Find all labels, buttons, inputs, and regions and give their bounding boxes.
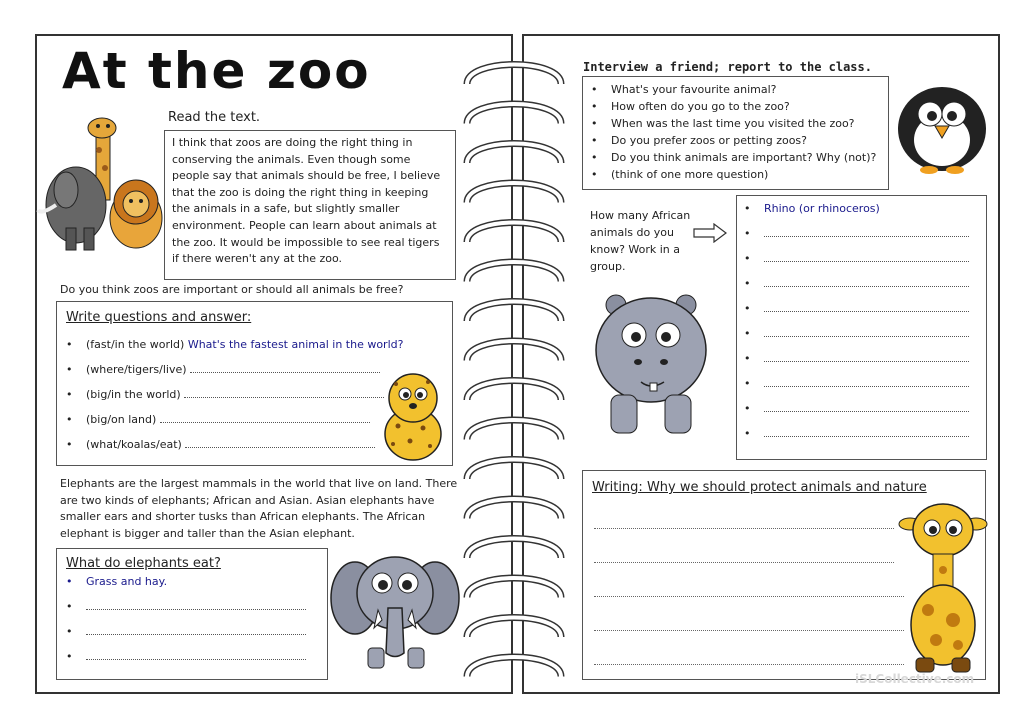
answer-line[interactable]	[764, 277, 969, 287]
writing-heading: Writing: Why we should protect animals and nature	[592, 480, 927, 495]
write-questions-heading: Write questions and answer:	[66, 310, 252, 325]
spiral-ring	[467, 460, 561, 480]
list-item	[738, 252, 978, 277]
spiral-ring	[467, 578, 561, 598]
list-item: • What's your favourite animal?	[585, 83, 885, 100]
elephant-illustration	[330, 548, 460, 673]
answer-line[interactable]	[764, 402, 969, 412]
list-item: • (big/on land)	[60, 413, 440, 438]
spiral-ring	[467, 144, 561, 164]
spiral-ring	[467, 499, 561, 519]
answer-line[interactable]	[86, 600, 306, 610]
example-answer: Grass and hay.	[86, 575, 168, 588]
elephant-text: Elephants are the largest mammals in the world that live on land. There are two kinds of elephants; African and Asian. Asian elephants have smaller ears and shorter tusks than African elephants. The African elephant is bigger and taller than the Asian elephant.	[60, 477, 458, 540]
answer-line[interactable]	[764, 227, 969, 237]
interview-questions	[585, 83, 885, 185]
list-item: • Do you prefer zoos or petting zoos?	[585, 134, 885, 151]
giraffe-illustration	[898, 500, 988, 675]
answer-line[interactable]	[764, 377, 969, 387]
african-animals-list	[738, 202, 978, 452]
list-item	[60, 600, 320, 625]
list-item: • (big/in the world)	[60, 388, 440, 413]
answer-line[interactable]	[764, 252, 969, 262]
elephants-eat-heading: What do elephants eat?	[66, 556, 221, 571]
list-item	[738, 302, 978, 327]
penguin-illustration	[895, 82, 990, 177]
arrow-right-icon	[692, 223, 728, 243]
interview-heading: Interview a friend; report to the class.	[583, 60, 872, 74]
list-item: • (where/tigers/live)	[60, 363, 440, 388]
list-item	[60, 575, 320, 600]
answer-line[interactable]	[764, 327, 969, 337]
african-animals-prompt: How many African animals do you know? Work in a group.	[590, 209, 691, 273]
writing-line[interactable]	[594, 630, 904, 631]
spiral-ring	[467, 104, 561, 124]
writing-line[interactable]	[594, 562, 894, 563]
answer-line[interactable]	[764, 427, 969, 437]
list-item	[738, 402, 978, 427]
list-item: • When was the last time you visited the zoo?	[585, 117, 885, 134]
watermark: iSLCollective.com	[855, 672, 975, 686]
spiral-ring	[467, 262, 561, 282]
writing-line[interactable]	[594, 596, 904, 597]
spiral-ring	[467, 341, 561, 361]
writing-line[interactable]	[594, 528, 894, 529]
spiral-ring	[467, 657, 561, 677]
list-item: • (fast/in the world) What's the fastest animal in the world?	[60, 338, 440, 363]
spiral-ring	[467, 65, 561, 85]
spiral-ring	[467, 302, 561, 322]
list-item	[738, 427, 978, 452]
answer-line[interactable]	[764, 352, 969, 362]
list-item: • (what/koalas/eat)	[60, 438, 440, 463]
list-item	[738, 202, 978, 227]
answer-line[interactable]	[185, 438, 375, 448]
list-item	[60, 625, 320, 650]
list-item: • (think of one more question)	[585, 168, 885, 185]
hippo-illustration	[586, 290, 716, 440]
writing-line[interactable]	[594, 664, 904, 665]
answer-line[interactable]	[86, 625, 306, 635]
list-item	[738, 327, 978, 352]
spiral-ring	[467, 183, 561, 203]
list-item	[60, 650, 320, 675]
zoo-animals-illustration	[36, 110, 166, 255]
spiral-ring	[467, 381, 561, 401]
list-item	[738, 277, 978, 302]
spiral-ring	[467, 223, 561, 243]
read-label: Read the text.	[168, 110, 261, 125]
list-item	[738, 352, 978, 377]
zoo-question: Do you think zoos are important or should all animals be free?	[60, 283, 404, 296]
list-item	[738, 227, 978, 252]
example-answer: What's the fastest animal in the world?	[187, 338, 404, 351]
reading-text-box	[164, 130, 456, 280]
example-answer: Rhino (or rhinoceros)	[764, 202, 880, 215]
spiral-binding	[455, 52, 573, 692]
list-item	[738, 377, 978, 402]
answer-line[interactable]	[160, 413, 370, 423]
elephants-eat-list	[60, 575, 320, 675]
leopard-illustration	[378, 366, 448, 462]
answer-line[interactable]	[764, 302, 969, 312]
answer-line[interactable]	[190, 363, 380, 373]
spiral-ring	[467, 420, 561, 440]
answer-line[interactable]	[184, 388, 384, 398]
page-title: At the zoo	[62, 42, 371, 100]
spiral-ring	[467, 539, 561, 559]
reading-text: I think that zoos are doing the right thing in conserving the animals. Even though some people say that animals should be free, I believe that the zoo is doing the right thing in keeping the animals in a safe, but slightly smaller environment. People can learn about animals at the zoo. It would be impossible to see real tigers if there weren't any at the zoo.	[172, 136, 441, 266]
list-item: • Do you think animals are important? Why (not)?	[585, 151, 885, 168]
answer-line[interactable]	[86, 650, 306, 660]
spiral-ring	[467, 618, 561, 638]
list-item: • How often do you go to the zoo?	[585, 100, 885, 117]
